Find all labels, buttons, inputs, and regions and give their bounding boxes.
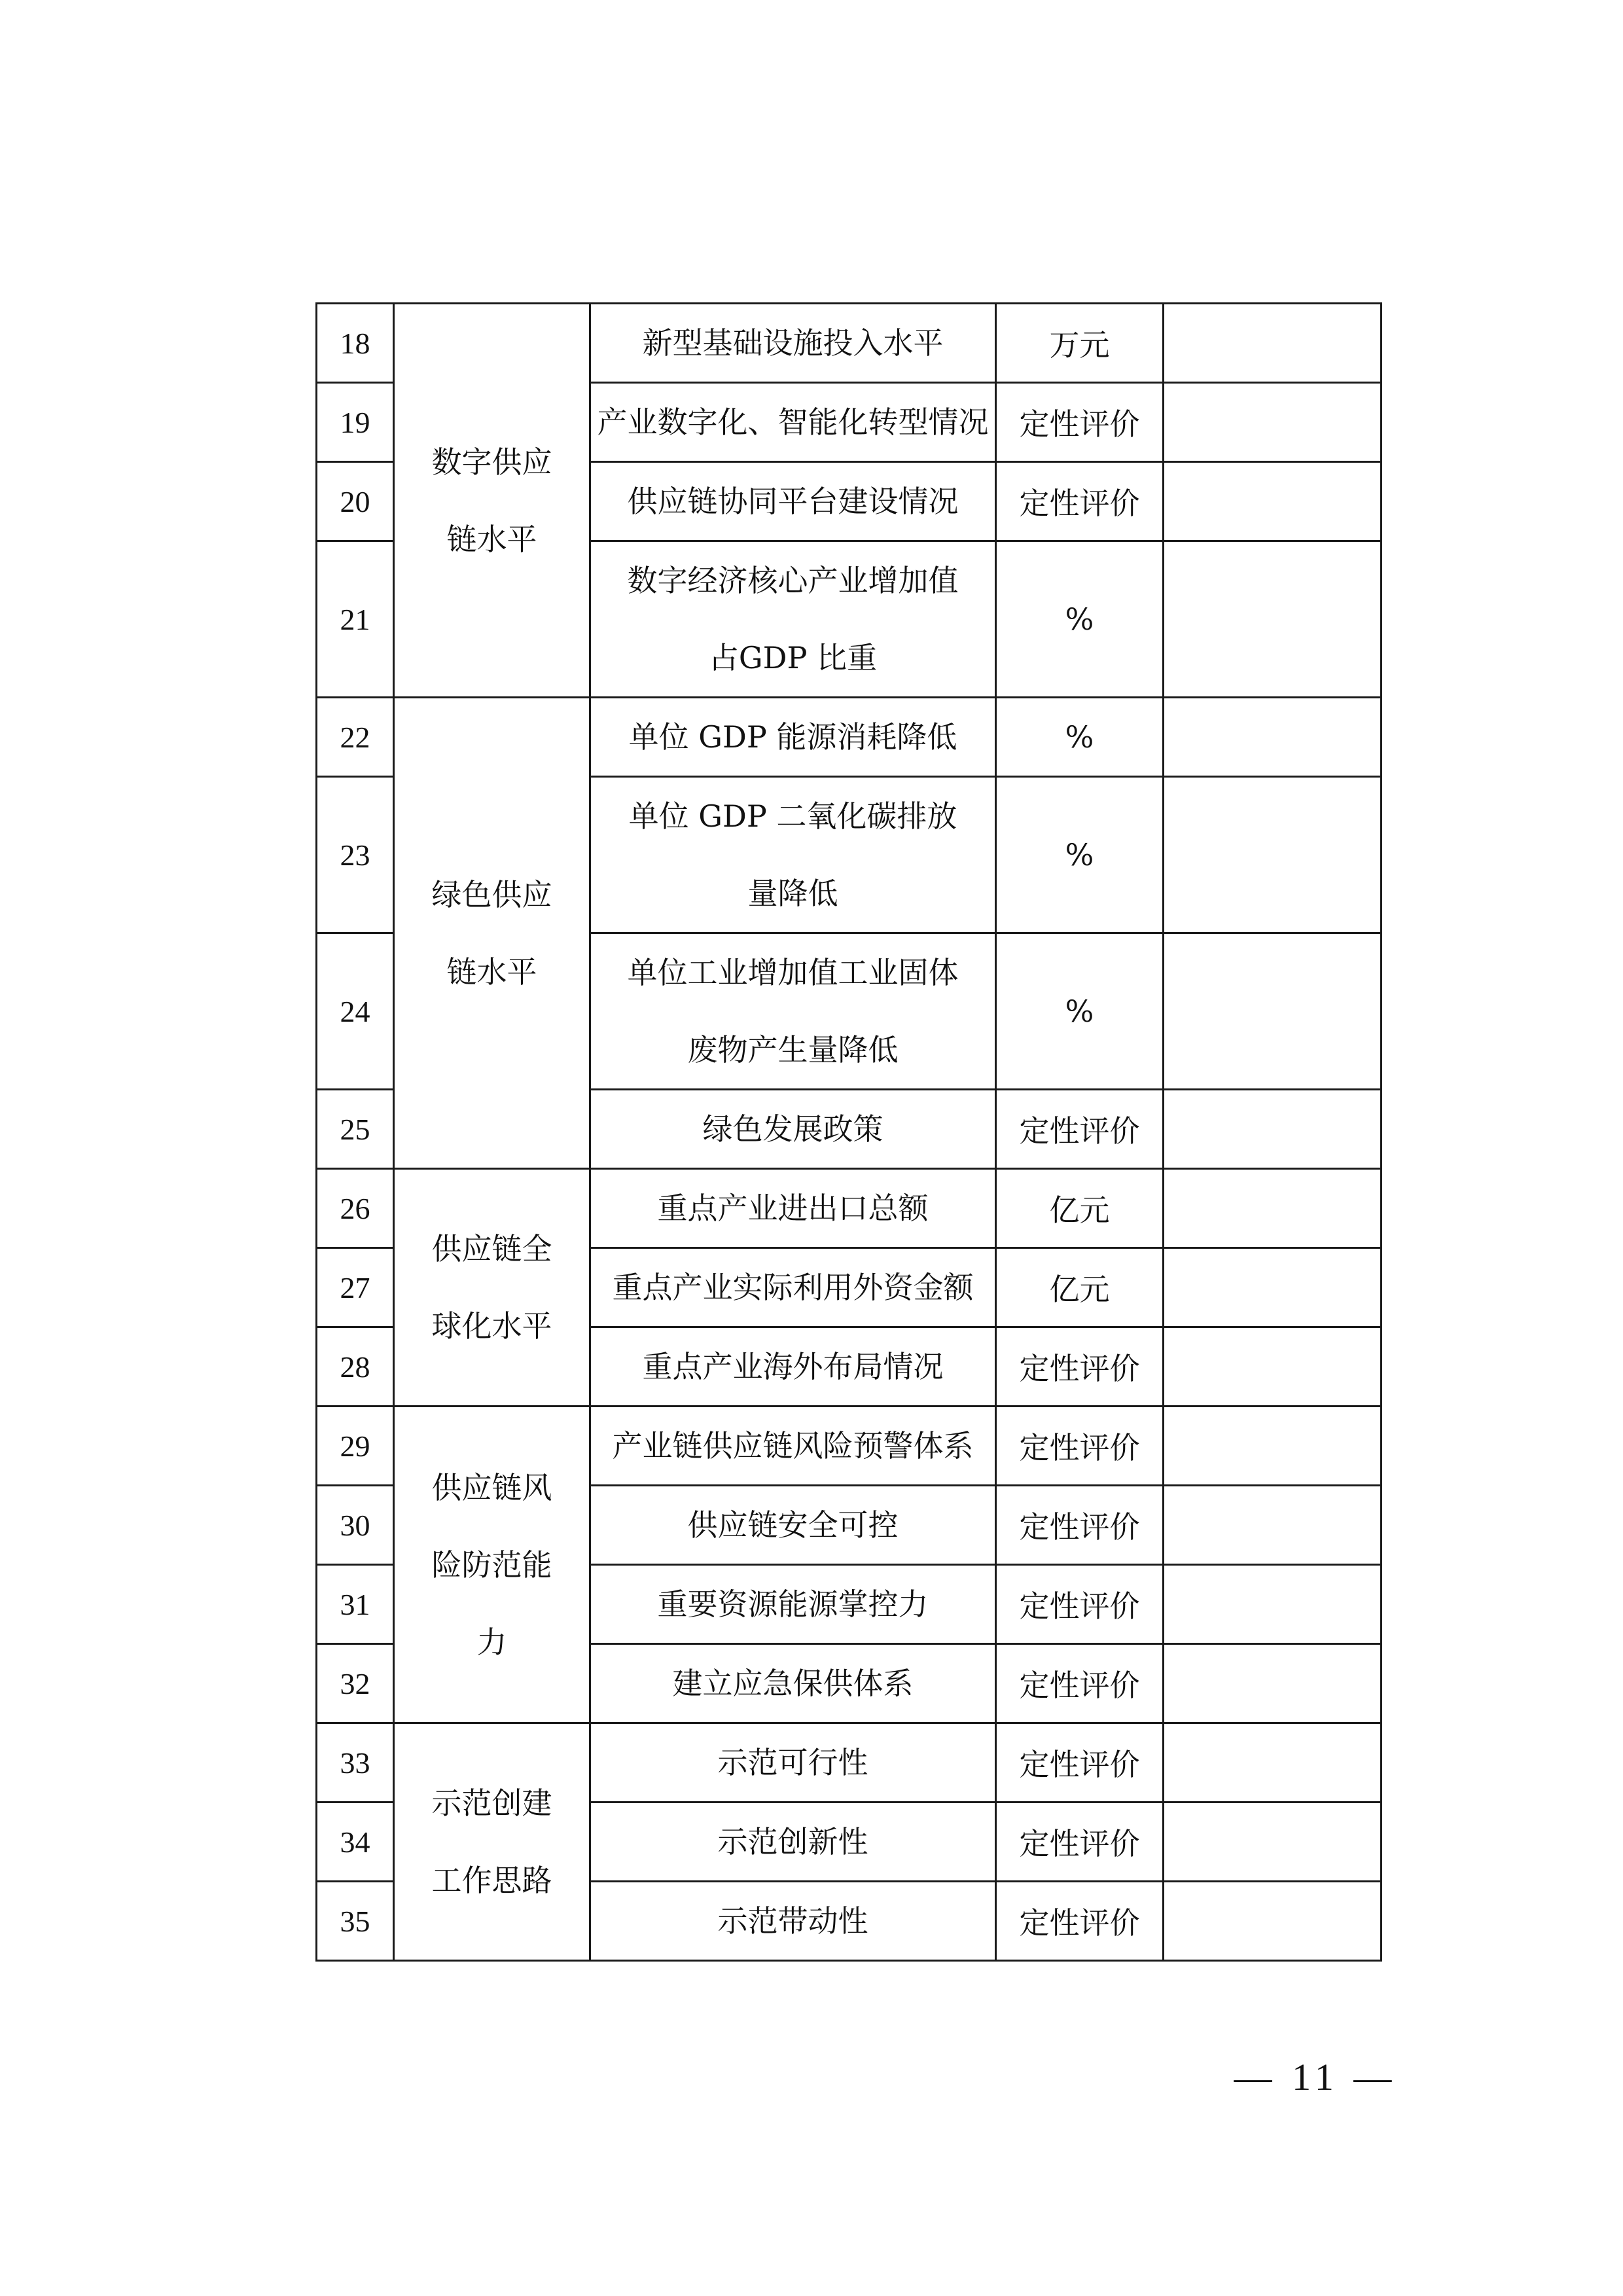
indicator-cell: 示范可行性: [590, 1723, 996, 1803]
unit-cell: %: [996, 698, 1164, 777]
indicator-cell: 单位 GDP 能源消耗降低: [590, 698, 996, 777]
row-number: 31: [317, 1565, 394, 1644]
table-row: [317, 1169, 1382, 1248]
remark-cell: [1164, 933, 1382, 1090]
indicator-cell: 示范带动性: [590, 1882, 996, 1961]
row-number: 18: [317, 304, 394, 383]
indicator-cell: 重点产业实际利用外资金额: [590, 1248, 996, 1327]
row-number: 35: [317, 1882, 394, 1961]
row-number: 23: [317, 777, 394, 933]
unit-cell: 定性评价: [996, 1090, 1164, 1169]
category-cell: 绿色供应链水平: [394, 698, 590, 1169]
row-number: 26: [317, 1169, 394, 1248]
unit-cell: 定性评价: [996, 1486, 1164, 1565]
remark-cell: [1164, 1723, 1382, 1803]
unit-cell: 定性评价: [996, 1407, 1164, 1486]
unit-cell: 亿元: [996, 1169, 1164, 1248]
table-row: [317, 1407, 1382, 1486]
row-number: 28: [317, 1327, 394, 1407]
indicator-cell: 供应链安全可控: [590, 1486, 996, 1565]
row-number: 29: [317, 1407, 394, 1486]
remark-cell: [1164, 462, 1382, 541]
row-number: 20: [317, 462, 394, 541]
indicator-cell: 重点产业进出口总额: [590, 1169, 996, 1248]
indicator-cell: 单位 GDP 二氧化碳排放量降低: [590, 777, 996, 933]
unit-cell: 定性评价: [996, 462, 1164, 541]
row-number: 22: [317, 698, 394, 777]
remark-cell: [1164, 1803, 1382, 1882]
category-cell: 供应链全球化水平: [394, 1169, 590, 1407]
page-number: — 11 —: [1234, 2056, 1397, 2098]
category-cell: 示范创建工作思路: [394, 1723, 590, 1961]
remark-cell: [1164, 1644, 1382, 1723]
row-number: 33: [317, 1723, 394, 1803]
remark-cell: [1164, 1565, 1382, 1644]
row-number: 32: [317, 1644, 394, 1723]
remark-cell: [1164, 1327, 1382, 1407]
row-number: 21: [317, 541, 394, 698]
indicator-cell: 数字经济核心产业增加值占GDP 比重: [590, 541, 996, 698]
remark-cell: [1164, 1248, 1382, 1327]
unit-cell: 定性评价: [996, 1723, 1164, 1803]
category-cell: 供应链风险防范能力: [394, 1407, 590, 1723]
unit-cell: 亿元: [996, 1248, 1164, 1327]
remark-cell: [1164, 1882, 1382, 1961]
row-number: 34: [317, 1803, 394, 1882]
unit-cell: %: [996, 933, 1164, 1090]
remark-cell: [1164, 383, 1382, 462]
indicator-table: [315, 302, 1382, 1962]
unit-cell: 定性评价: [996, 1882, 1164, 1961]
unit-cell: 定性评价: [996, 1327, 1164, 1407]
table-row: [317, 698, 1382, 777]
unit-cell: %: [996, 541, 1164, 698]
unit-cell: %: [996, 777, 1164, 933]
unit-cell: 定性评价: [996, 1565, 1164, 1644]
table-row: [317, 304, 1382, 383]
row-number: 27: [317, 1248, 394, 1327]
unit-cell: 万元: [996, 304, 1164, 383]
remark-cell: [1164, 304, 1382, 383]
indicator-cell: 新型基础设施投入水平: [590, 304, 996, 383]
row-number: 19: [317, 383, 394, 462]
indicator-cell: 绿色发展政策: [590, 1090, 996, 1169]
category-cell: 数字供应链水平: [394, 304, 590, 698]
row-number: 24: [317, 933, 394, 1090]
table-row: [317, 1723, 1382, 1803]
indicator-cell: 建立应急保供体系: [590, 1644, 996, 1723]
row-number: 30: [317, 1486, 394, 1565]
indicator-cell: 供应链协同平台建设情况: [590, 462, 996, 541]
unit-cell: 定性评价: [996, 1644, 1164, 1723]
unit-cell: 定性评价: [996, 1803, 1164, 1882]
indicator-cell: 产业数字化、智能化转型情况: [590, 383, 996, 462]
remark-cell: [1164, 541, 1382, 698]
row-number: 25: [317, 1090, 394, 1169]
remark-cell: [1164, 1407, 1382, 1486]
indicator-cell: 示范创新性: [590, 1803, 996, 1882]
indicator-cell: 重要资源能源掌控力: [590, 1565, 996, 1644]
indicator-cell: 单位工业增加值工业固体废物产生量降低: [590, 933, 996, 1090]
remark-cell: [1164, 1090, 1382, 1169]
remark-cell: [1164, 698, 1382, 777]
indicator-cell: 产业链供应链风险预警体系: [590, 1407, 996, 1486]
remark-cell: [1164, 1486, 1382, 1565]
indicator-cell: 重点产业海外布局情况: [590, 1327, 996, 1407]
unit-cell: 定性评价: [996, 383, 1164, 462]
remark-cell: [1164, 1169, 1382, 1248]
remark-cell: [1164, 777, 1382, 933]
